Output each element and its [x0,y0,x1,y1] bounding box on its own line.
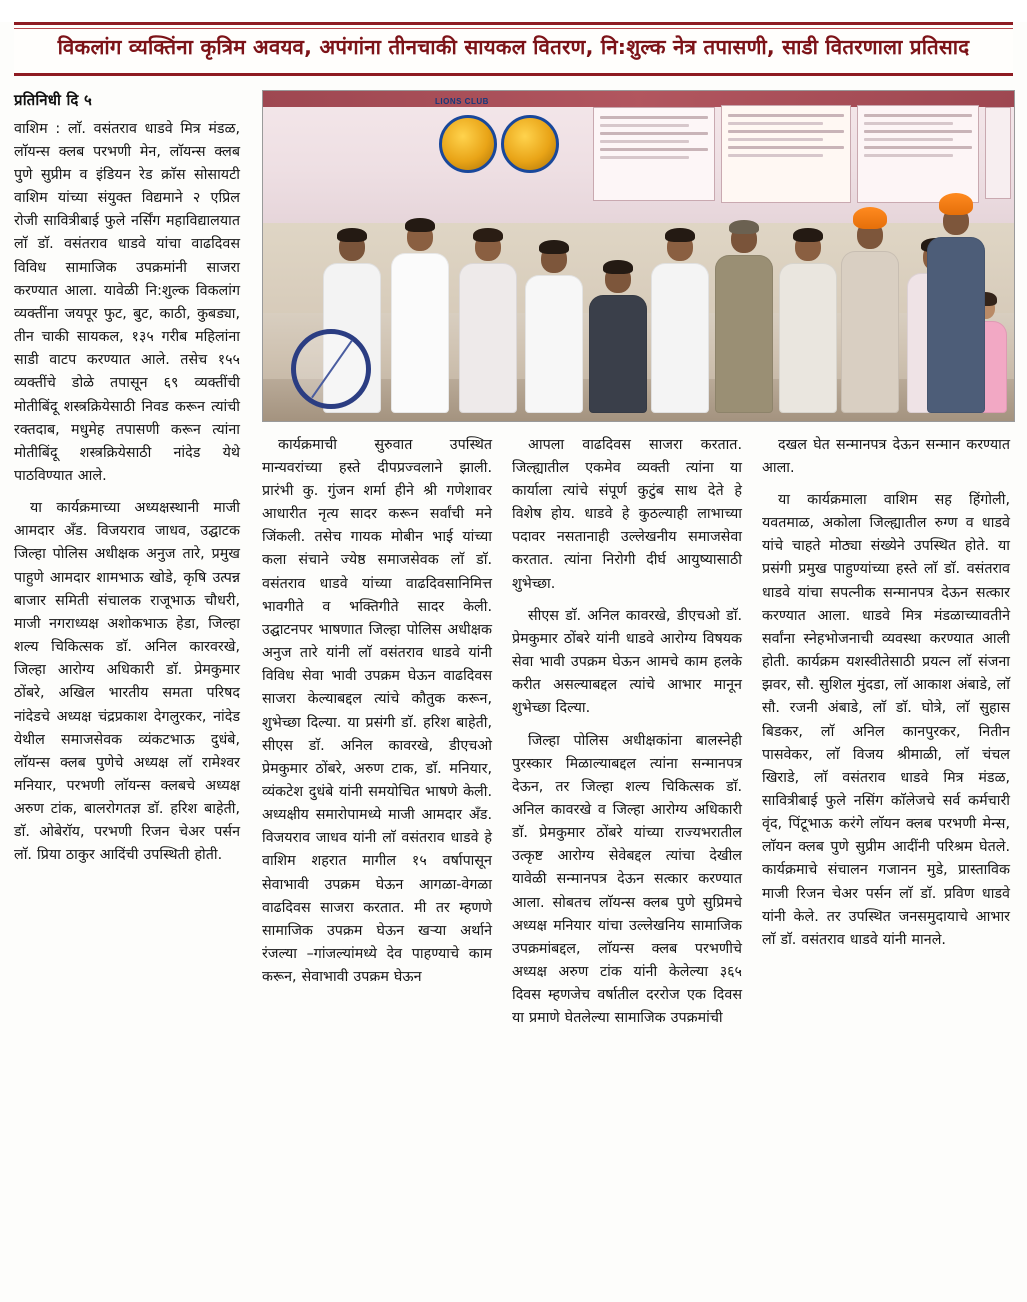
person-figure [589,265,647,413]
paragraph: दखल घेत सन्मानपत्र देऊन सन्मान करण्यात आला. [762,436,1010,476]
person-figure [651,233,709,413]
event-photo [262,90,1015,422]
backdrop-poster [721,105,851,203]
newspaper-page [0,22,1027,1302]
person-figure [391,223,449,413]
byline: प्रतिनिधी दि ५ [14,90,92,109]
column-1 [14,90,252,877]
backdrop-poster [593,107,715,201]
article-body [14,90,1013,1040]
person-figure [459,233,517,413]
paragraph: या कार्यक्रमाला वाशिम सह हिंगोली, यवतमाळ, अकोला जिल्ह्यातील रुग्ण व धाडवे यांचे चाहते मोठ्या संख्येने उपस्थित होते. या प्रसंगी प्रमुख पाहुण्यांच्या हस्ते लाॅ डाॅ. वसंतराव धाडवे यांचा सपत्नीक सन्मानपत्र देऊन सत्कार करण्यात आला. धाडवे मित्र मंडळाच्यावतीने सर्वांना स्नेहभोजनाची व्यवस्था करण्यात आली होती. कार्यक्रम यशस्वीतेसाठी प्रयत्न लाॅ संजना झवर, सौ. सुशिल मुंदडा, लाॅ आकाश अंबाडे, लाॅ सौ. रजनी अंबाडे, लाॅ डाॅ. घोत्रे, लाॅ सुहास बिडकर, लाॅ अनिल कानपुरकर, नितीन पासवेकर, लाॅ विजय श्रीमाळी, लाॅ चंचल खिराडे, लाॅ वसंतराव धाडवे मित्र मंडळ, सावित्रीबाई फुले नसिंग काॅलेजचे सर्व कर्मचारी वृंद, पिंटूभाऊ करंगे लाॅयन क्लब परभणी मेन्स, लाॅयन क्लब पुणे सुप्रीम आदींनी परिश्रम घेतले. कार्यक्रमाचे संचालन गजानन मुडे, प्रास्ताविक माजी रिजन चेअर पर्सन लाॅ डाॅ. प्रविण धाडवे यांनी केले. तर उपस्थित जनसमुदायाचे आभार लाॅ डाॅ. वसंतराव धाडवे यांनी मानले. [762,491,1010,948]
person-figure-police [715,225,773,413]
headline-banner [14,22,1013,76]
lions-club-logo-icon [439,115,497,173]
person-figure [525,245,583,413]
stage-backdrop [263,91,1014,223]
paragraph: सीएस डाॅ. अनिल कावरखे, डीएचओ डाॅ. प्रेमकुमार ठोंबरे यांनी धाडवे आरोग्य विषयक सेवा भावी उपक्रम घेऊन आमचे काम हलके करीत असल्याबद्दल त्यांचे आभार मानून शुभेच्छा दिल्या. [512,607,742,717]
paragraph: कार्यक्रमाची सुरुवात उपस्थित मान्यवरांच्या हस्ते दीपप्रज्वलाने झाली. प्रारंभी कु. गुंजन शर्मा हीने श्री गणेशावर आधारीत नृत्य सादर करून सर्वांची मने जिंकली. तसेच गायक मोबीन भाई यांच्या कला संचाने ज्येष्ठ समाजसेवक लाॅ डाॅ. वसंतराव धाडवे यांच्या वाढदिवसानिमित्त भावगीते व भक्तिगीते सादर केली. उद्घाटनपर भाषणात जिल्हा पोलिस अधीक्षक अनुज तारे यांनी लाॅ वसंतराव धाडवे यांनी विविध सेवा भावी उपक्रम घेऊन वाढदिवस साजरा केल्याबद्दल त्यांचे कौतुक करून, शुभेच्छा दिल्या. या प्रसंगी डाॅ. हरिश बाहेती, सीएस डाॅ. अनिल कावरखे, डीएचओ प्रेमकुमार ठोंबरे, अरुण टाक, डाॅ. मनियार, व्यंकटेश दुधंबे यांनी समयोचित भाषणे केली. अध्यक्षीय समारोपामध्ये माजी आमदार अँड. विजयराव जाधव यांनी लाॅ वसंतराव धाडवे हे वाशिम शहरात मागील १५ वर्षापासून सेवाभावी उपक्रम घेऊन आगळा-वेगळा वाढदिवस साजरा करतात. मी तर म्हणणे सामाजिक उपक्रम घेऊन खऱ्या अर्थाने रंजल्या –गांजल्यांमध्ये देव पाहण्याचे काम करून, सेवाभावी उपक्रम घेऊन [262,436,492,986]
page-title: विकलांग व्यक्तिंना कृत्रिम अवयव, अपंगांना तीनचाकी सायकल वितरण, नि:शुल्क नेत्र तपासणी, साडी वितरणाला प्रतिसाद [57,35,970,59]
person-figure [927,207,985,413]
backdrop-poster [857,105,979,203]
photo-image [263,91,1014,421]
person-figure [779,233,837,413]
wheelchair-icon [285,323,371,409]
paragraph: आपला वाढदिवस साजरा करतात. जिल्ह्यातील एकमेव व्यक्ती त्यांना या कार्याला त्यांचे संपूर्ण कुटुंब साथ देते हे विशेष होय. धाडवे हे कुठल्याही लाभाच्या पदावर नसतानाही उल्लेखनीय समाजसेवा करतात. त्यांना निरोगी दीर्घ आयुष्यासाठी शुभेच्छा. [512,436,742,592]
paragraph: वाशिम : लाॅ. वसंतराव धाडवे मित्र मंडळ, लाॅयन्स क्लब परभणी मेन, लाॅयन्स क्लब पुणे सुप्रीम व इंडियन रेड क्राॅस सोसायटी वाशिम यांच्या संयुक्त विद्यमाने २ एप्रिल रोजी सावित्रीबाई फुले नर्सिंग महाविद्यालयात लाॅ डाॅ. वसंतराव धाडवे यांचा वाढदिवस विविध सामाजिक उपक्रमांनी साजरा करण्यात आला. यावेळी नि:शुल्क विकलांग व्यक्तींना जयपूर फुट, बुट, काठी, कुबड्या, तीन चाकी सायकल, १३५ गरीब महिलांना साडी वाटप करण्यात आले. तसेच १५५ व्यक्तींचे डोळे तपासून ६९ व्यक्तींची मोतीबिंदू शस्त्रक्रियेसाठी निवड करून त्यांची रक्तदाब, मधुमेह तपासणी करून त्यांना मोतीबिंदू शस्त्रक्रियेसाठी नांदेड येथे पाठविण्यात आले. [14,120,240,484]
paragraph: जिल्हा पोलिस अधीक्षकांना बालस्नेही पुरस्कार मिळाल्याबद्दल त्यांना सन्मानपत्र देऊन, तर जिल्हा शल्य चिकित्सक डाॅ. अनिल कावरखे व जिल्हा आरोग्य अधिकारी डाॅ. प्रेमकुमार ठोंबरे यांच्या राज्यभरातील उत्कृष्ट आरोग्य सेवेबद्दल त्यांचा देखील यावेळी सन्मानपत्र देऊन सत्कार करण्यात आला. सोबतच लाॅयन्स क्लब पुणे सुप्रिमचे अध्यक्ष मनियार यांचा उल्लेखनिय सामाजिक उपक्रमांबद्दल, लाॅयन्स क्लब परभणीचे अध्यक्ष अरुण टांक यांनी केलेल्या ३६५ दिवस म्हणजेच वर्षातील दररोज एक दिवस या प्रमाणे घेतलेल्या सामाजिक उपक्रमांची [512,732,742,1027]
person-figure [841,221,899,413]
lions-club-label: LIONS CLUB [435,96,489,106]
backdrop-poster [985,107,1011,199]
lions-club-logo-icon [501,115,559,173]
paragraph: या कार्यक्रमाच्या अध्यक्षस्थानी माजी आमदार अँड. विजयराव जाधव, उद्घाटक जिल्हा पोलिस अधीक्षक अनुज तारे, प्रमुख पाहुणे आमदार शामभाऊ खोडे, कृषि उत्पन्न बाजार समिती संचालक राजूभाऊ चौधरी, माजी नगराध्यक्ष अशोकभाऊ हेडा, जिल्हा शल्य चिकित्सक डाॅ. अनिल कारवरखे, जिल्हा आरोग्य अधिकारी डाॅ. प्रेमकुमार ठोंबरे, अखिल भारतीय समता परिषद नांदेडचे अध्यक्ष चंद्रप्रकाश देगलुरकर, नांदेड येथील समाजसेवक व्यंकटभाऊ दुधंबे, लाॅयन्स क्लब पुणेचे अध्यक्ष लाॅ रामेश्वर मनियार, परभणी लाॅयन्स क्लबचे अध्यक्ष अरुण टांक, बालरोगतज्ञ डाॅ. हरिश बाहेती, डाॅ. ओबेराॅय, परभणी रिजन चेअर पर्सन लाॅ. प्रिया ठाकुर आदिंची उपस्थिती होती. [14,500,240,864]
